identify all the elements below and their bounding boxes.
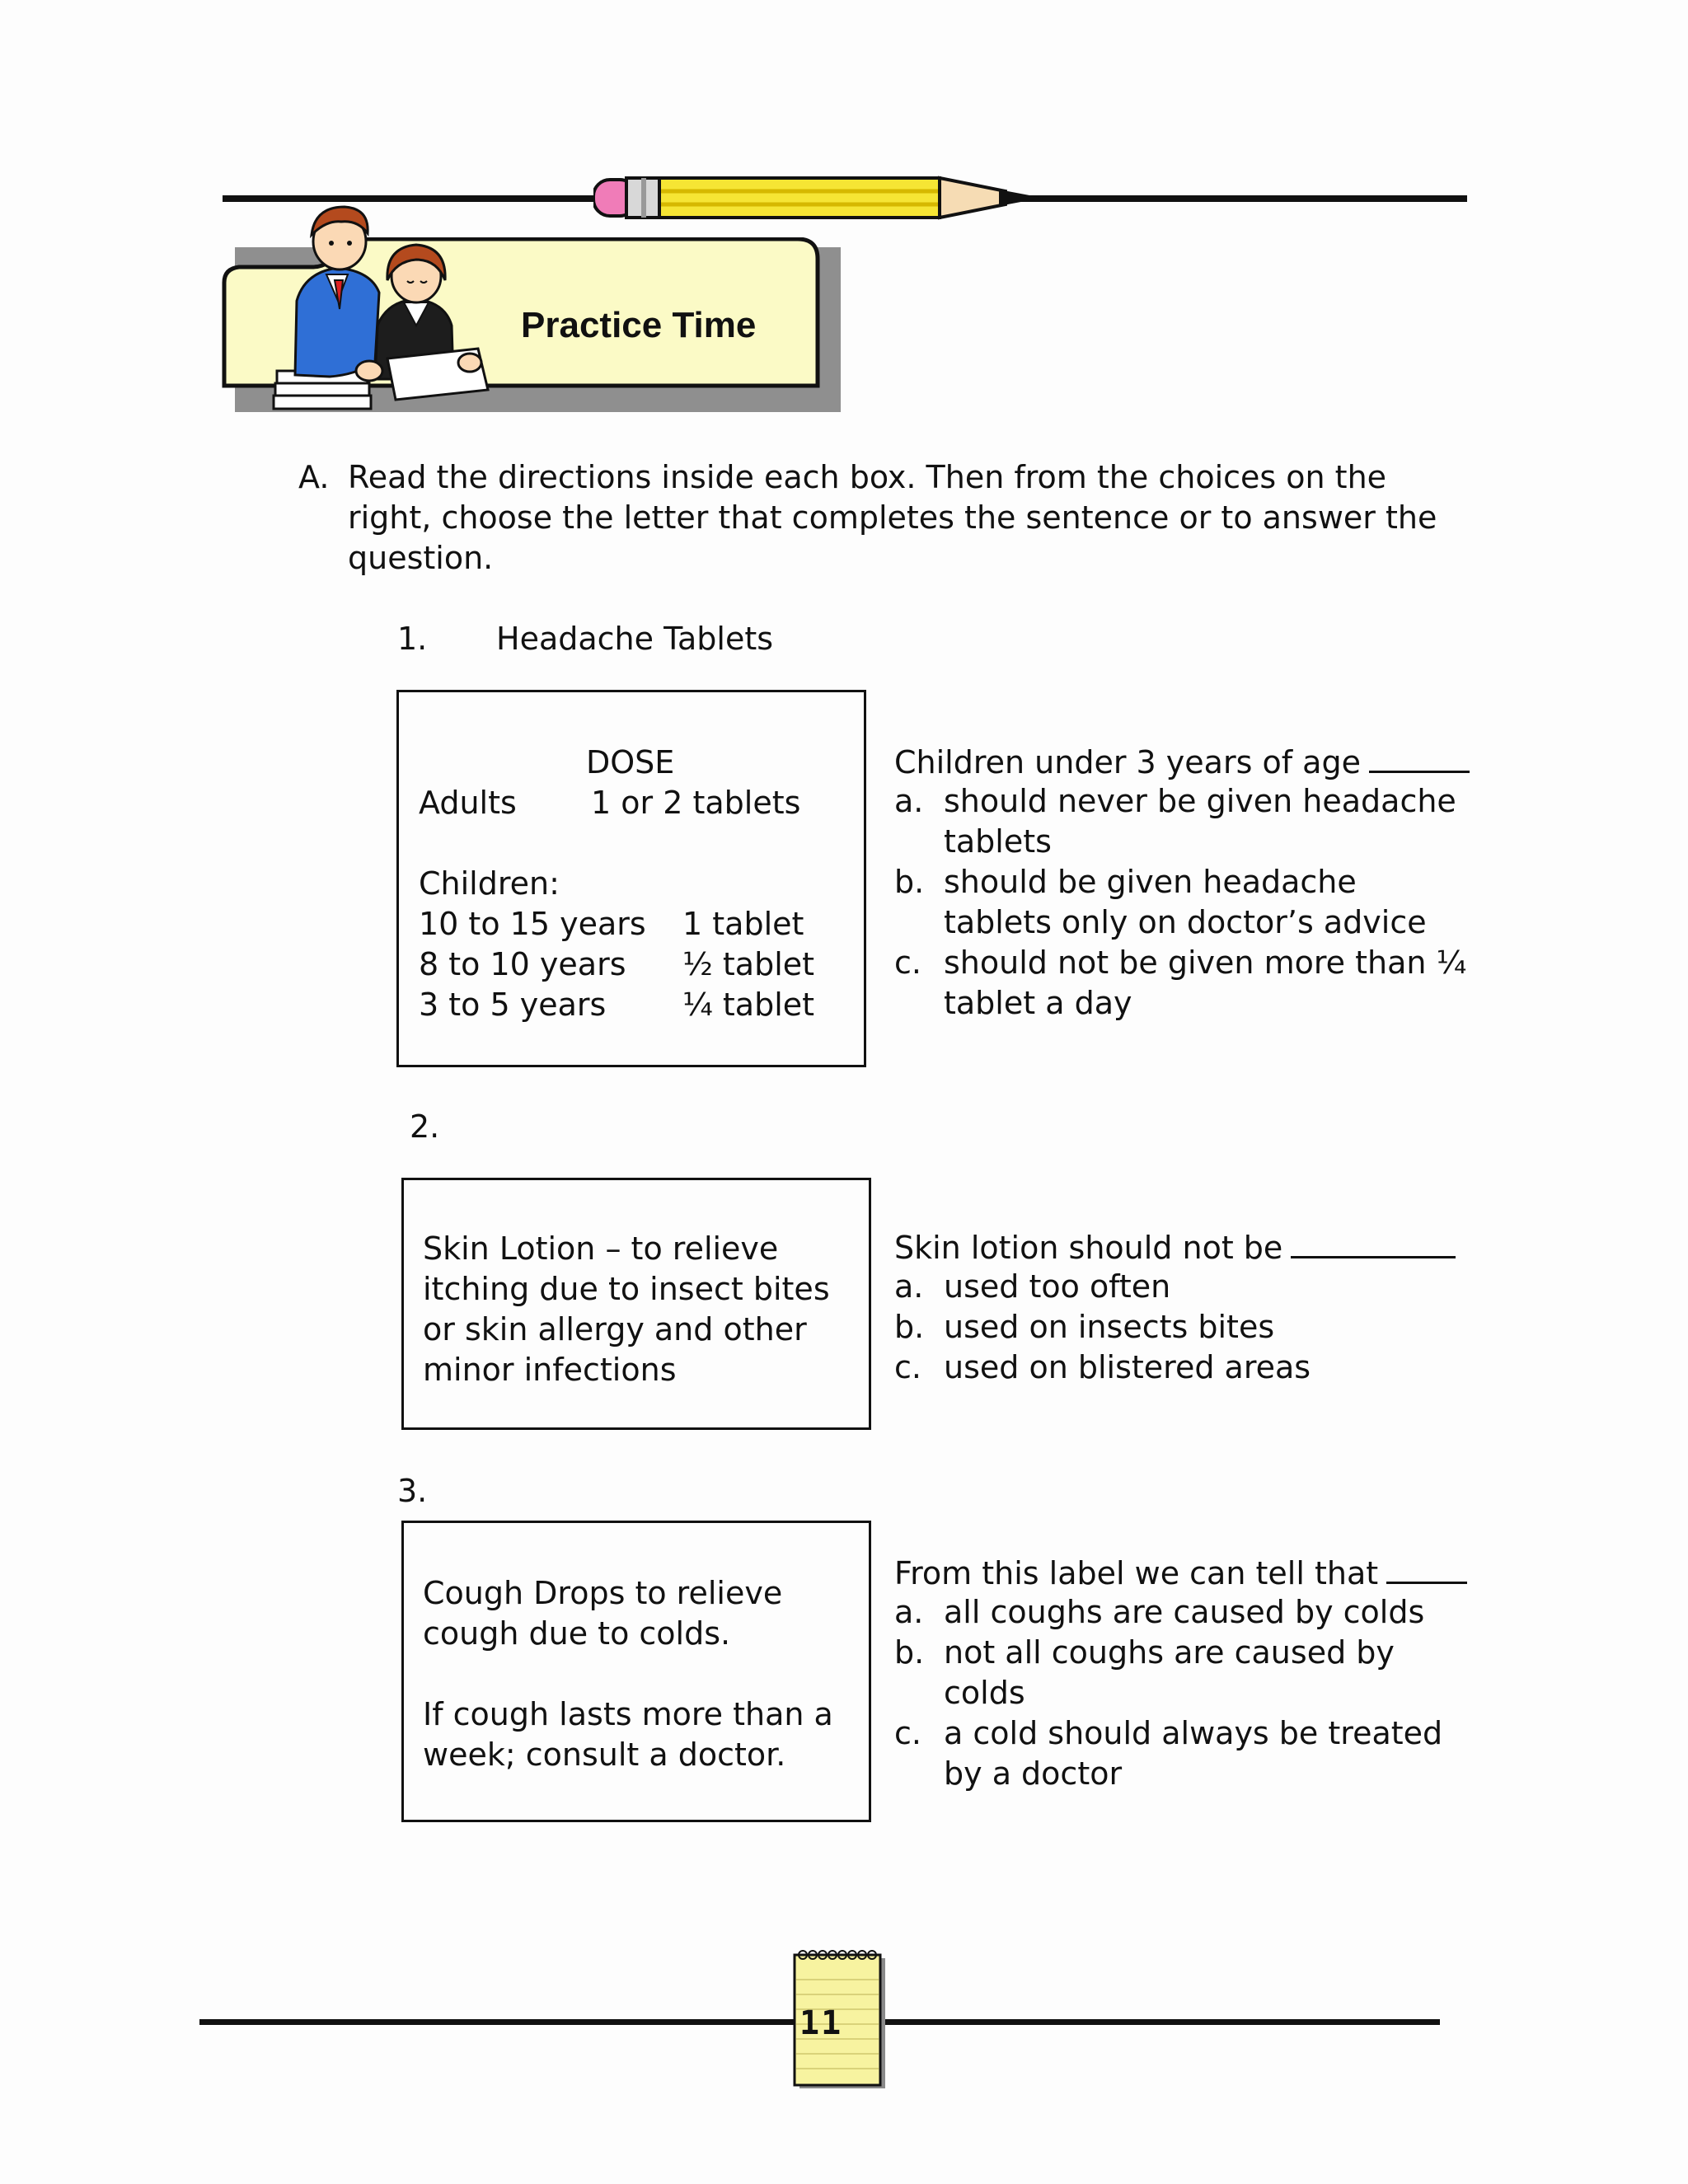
- box-text: Cough Drops to relieve: [423, 1575, 783, 1611]
- box-text: or skin allergy and other: [423, 1311, 807, 1347]
- choice-text: not all coughs are caused by: [944, 1634, 1395, 1671]
- dose-cell: 1 tablet: [682, 906, 804, 942]
- choice-text: tablet a day: [944, 985, 1132, 1021]
- answer-blank[interactable]: [1369, 741, 1470, 773]
- choice-letter: c.: [894, 1715, 921, 1751]
- age-cell: 3 to 5 years: [419, 987, 607, 1023]
- choice-text: all coughs are caused by colds: [944, 1594, 1425, 1630]
- instruction-letter: A.: [298, 459, 330, 495]
- page-title: Practice Time: [521, 305, 757, 345]
- choice-text: a cold should always be treated: [944, 1715, 1443, 1751]
- box-text: If cough lasts more than a: [423, 1696, 833, 1732]
- item-number: 1.: [397, 621, 428, 657]
- label-box: [401, 1521, 871, 1822]
- adults-dose: 1 or 2 tablets: [591, 785, 801, 821]
- choice-text: tablets only on doctor’s advice: [944, 904, 1427, 940]
- choice-text: used too often: [944, 1268, 1171, 1305]
- teacher-student-illustration: [272, 202, 511, 420]
- choice-text: used on blistered areas: [944, 1349, 1311, 1385]
- box-text: week; consult a doctor.: [423, 1736, 786, 1773]
- item-number: 3.: [397, 1473, 428, 1509]
- choice-letter: b.: [894, 1309, 925, 1345]
- adults-label: Adults: [419, 785, 517, 821]
- box-text: Skin Lotion – to relieve: [423, 1230, 779, 1267]
- choice-text: should be given headache: [944, 864, 1357, 900]
- choice-text: should never be given headache: [944, 783, 1456, 819]
- choice-text: tablets: [944, 823, 1052, 860]
- answer-blank[interactable]: [1386, 1552, 1467, 1584]
- choice-letter: a.: [894, 783, 924, 819]
- item-title: Headache Tablets: [496, 621, 774, 657]
- choice-letter: b.: [894, 1634, 925, 1671]
- item-number: 2.: [410, 1108, 440, 1145]
- page-number: 11: [799, 2004, 843, 2042]
- instruction-line: right, choose the letter that completes the sentence or to answer the: [348, 499, 1437, 536]
- instruction-line: Read the directions inside each box. Then from the choices on the: [348, 459, 1387, 495]
- age-cell: 8 to 10 years: [419, 946, 626, 982]
- choice-text: should not be given more than ¼: [944, 944, 1467, 981]
- instruction-line: question.: [348, 540, 494, 576]
- question-text: Skin lotion should not be: [894, 1226, 1456, 1268]
- choice-text: by a doctor: [944, 1755, 1123, 1792]
- choice-letter: a.: [894, 1594, 924, 1630]
- choice-letter: c.: [894, 1349, 921, 1385]
- question-text: From this label we can tell that: [894, 1552, 1467, 1594]
- dose-header: DOSE: [586, 744, 675, 780]
- choice-letter: a.: [894, 1268, 924, 1305]
- dose-cell: ½ tablet: [682, 946, 815, 982]
- age-cell: 10 to 15 years: [419, 906, 646, 942]
- question-text: Children under 3 years of age: [894, 741, 1470, 783]
- box-text: itching due to insect bites: [423, 1271, 830, 1307]
- choice-letter: c.: [894, 944, 921, 981]
- children-label: Children:: [419, 865, 560, 902]
- box-text: minor infections: [423, 1352, 677, 1388]
- dose-cell: ¼ tablet: [682, 987, 815, 1023]
- choice-letter: b.: [894, 864, 925, 900]
- choice-text: used on insects bites: [944, 1309, 1275, 1345]
- answer-blank[interactable]: [1291, 1226, 1456, 1258]
- box-text: cough due to colds.: [423, 1615, 731, 1652]
- pencil-icon: [593, 173, 1055, 223]
- choice-text: colds: [944, 1675, 1025, 1711]
